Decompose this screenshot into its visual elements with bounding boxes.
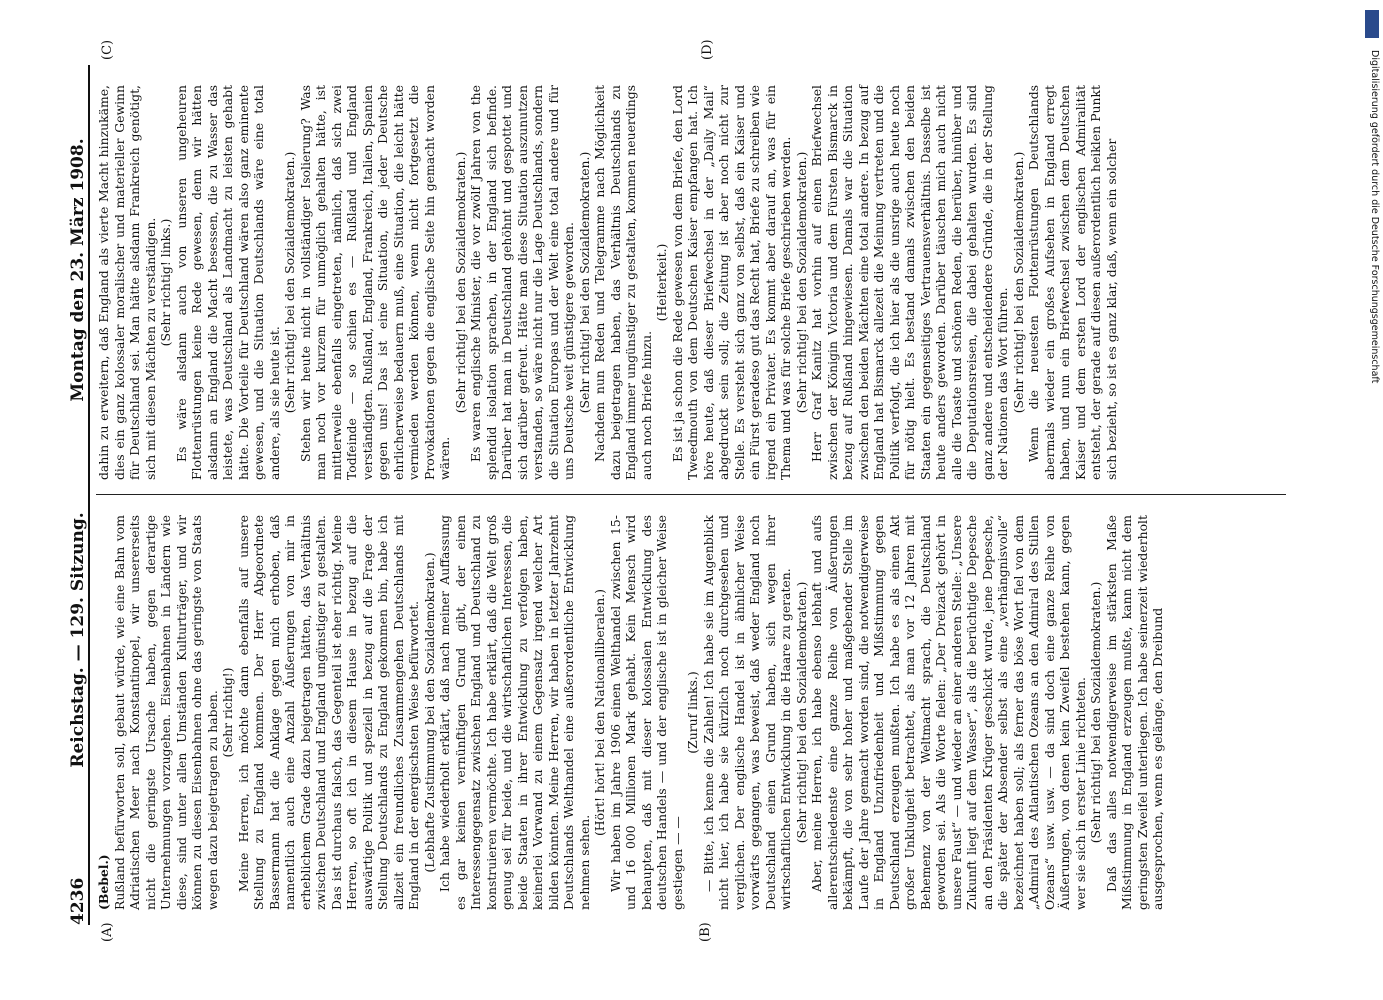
paragraph: Wenn die neuesten Flottenrüstungen Deutschlands abermals wieder ein großes Aufsehen in England erregt haben, und nun ein Briefwechsel zwischen dem Deutschen Kaiser und dem ersten Lord der englischen Admiralität entsteht, der gerade auf diesen außerordentlich heiklen Punkt sich bezieht, so ist es ganz klar, daß, wenn ein solcher	[1026, 85, 1119, 480]
margin-marker-c: (C)	[100, 39, 115, 60]
interjection: (Sehr richtig! bei den Sozialdemokraten.)	[282, 151, 297, 414]
paragraph: dahin zu erweitern, daß England als vierte Macht hinzukäme, dies ein ganz kolossaler moralischer und materieller Gewinn für Deutschland sei. Man hätte alsdann Frankreich genötigt, sich mit diesen Mächten zu verständigen.	[96, 85, 158, 480]
credit-text: Digitalisierung gefördert durch die Deutsche Forschungsgemeinschaft	[1369, 50, 1380, 384]
interjection: (Zuruf links.)	[685, 671, 700, 754]
paragraph: Es waren englische Minister, die vor zwölf Jahren von the splendid isolation sprachen, in der England sich befinde. Darüber hat man in Deutschland gehöhnt und gespottet und sich darüber gefreut. Hätte man diese Situation auszunutzen verstanden, so wäre nicht nur die Lage Deutschlands, sondern die Situation Europas und der Welt eine total andere und für uns Deutsche weit günstigere geworden.	[468, 85, 576, 480]
interjection: (Sehr richtig! bei den Sozialdemokraten.)	[576, 151, 592, 414]
interjection: (Heiterkeit.)	[654, 243, 669, 322]
text-column-right	[96, 85, 1119, 480]
text-column-left	[96, 515, 1166, 910]
paragraph: Daß das alles notwendigerweise im stärksten Maße Mißstimmung in England erzeugen mußte, kann nicht dem geringsten Zweifel unterliegen. Ich habe seinerzeit wiederholt ausgesprochen, wenn es gelänge, den Dreibund	[1103, 515, 1165, 910]
interjection: (Hört! hört! bei den Nationalliberalen.)	[592, 588, 607, 837]
paragraph: — Bitte, ich kenne die Zahlen! Ich habe sie im Augenblick nicht hier, ich habe sie kürzlich noch durchgesehen und verglichen. Der englische Handel ist in ähnlicher Weise vorwärts gegangen, was beweist, daß weder England noch Deutschland einen Grund haben, sich wegen ihrer wirtschaftlichen Entwicklung in die Haare zu geraten.	[700, 515, 793, 910]
paragraph: Aber, meine Herren, ich habe ebenso lebhaft und aufs allerentschiedenste eine ganze Reihe von Äußerungen bekämpft, die von sehr hoher und maßgebender Stelle im Laufe der Jahre gemacht worden sind, die notwendigerweise in England Unzufriedenheit und Mißstimmung gegen Deutschland erzeugen mußten. Ich habe es als einen Akt großer Unklugheit betrachtet, als man vor 12 Jahren mit Behemenz von der Weltmacht sprach, die Deutschland geworden sei. Als die Worte fielen: „Der Dreizack gehört in unsere Faust“ — und wieder an einer anderen Stelle: „Unsere Zukunft liegt auf dem Wasser“, als die berüchtigte Depesche an den Präsidenten Krüger geschickt wurde, jene Depesche, die später der Absender selbst als eine „verhängnisvolle“ bezeichnet haben soll; als ferner das böse Wort fiel von dem „Admiral des Atlantischen Ozeans an den Admiral des Stillen Ozeans“ usw. usw. — da sind doch eine ganze Reihe von Äußerungen, von denen kein Zweifel bestehen kann, gegen wer sie sich in erster Linie richteten.	[809, 515, 1088, 910]
speaker-tag: (Bebel.)	[96, 854, 111, 910]
column-divider	[96, 494, 1286, 495]
interjection: (Sehr richtig! bei den Sozialdemokraten.)	[793, 151, 809, 414]
margin-marker-d: (D)	[700, 39, 715, 60]
interjection: (Sehr richtig! bei den Sozialdemokraten.)	[452, 151, 468, 414]
interjection: (Sehr richtig!)	[220, 667, 235, 758]
interjection: (Sehr richtig! bei den Sozialdemokraten.)	[1088, 581, 1103, 844]
margin-marker-a: (A)	[100, 922, 115, 942]
paragraph: Rußland befürworten soll, gebaut würde, wie eine Bahn vom Adriatischen Meer nach Konstantinopel, wir unsererseits nicht die geringste Ursache haben, gegen derartige Unternehmungen vorzugehen. Eisenbahnen in Ländern wie diese, sind unter allen Umständen Kulturträger, und wir können zu diesen Eisenbahnen ohne das geringste von Staats wegen dazu beigetragen zu haben.	[111, 515, 220, 910]
paragraph: Es ist ja schon die Rede gewesen von dem Briefe, den Lord Tweedmouth von dem Deutschen Kaiser empfangen hat. Ich höre heute, daß dieser Briefwechsel in der „Daily Mail“ abgedruckt sein soll; die Zeitung ist aber noch nicht zur Stelle. Es versteht sich ganz von selbst, daß ein Kaiser und ein Fürst geradeso gut das Recht hat, Briefe zu schreiben wie irgend ein Privater. Es kommt aber darauf an, was für ein Thema und was für solche Briefe geschrieben werden.	[669, 85, 793, 480]
paragraph: Herr Graf Kanitz hat vorhin auf einen Briefwechsel zwischen der Königin Victoria und dem Fürsten Bismarck in bezug auf Rußland hingewiesen. Damals war die Situation zwischen den beiden Mächten eine total andere. In bezug auf England hat Bismarck allezeit die Meinung vertreten und die Politik verfolgt, die ich hier als die unsrige auch heute noch für nötig hielt. Es bestand damals zwischen den beiden Staaten ein gegenseitiges Vertrauensverhältnis. Dasselbe ist heute anders geworden. Darüber täuschen mich auch nicht alle die Toaste und schönen Reden, die herüber, hinüber und die Deputationsreisen, die dabei gehalten wurden. Es sind ganz andere und entscheidendere Gründe, die in der Stellung der Nationen das Wort führen.	[809, 85, 1010, 480]
paragraph: Stehen wir heute nicht in vollständiger Isolierung? Was man noch vor kurzem für unmöglich gehalten hätte, ist mittlerweile ebenfalls eingetreten, nämlich, daß sich zwei Todfeinde — so schien es — Rußland und England verständigten. Rußland, England, Frankreich, Italien, Spanien gegen uns! Das ist eine Situation, die jeder Deutsche ehrlicherweise bedauern muß, eine Situation, die leicht hätte vermieden werden können, wenn nicht fortgesetzt die Provokationen gegen die englische Seite hin gemacht worden wären.	[297, 85, 452, 480]
page-header	[60, 65, 90, 925]
margin-marker-b: (B)	[698, 922, 713, 942]
digitization-credit	[1362, 10, 1383, 990]
paragraph: Meine Herren, ich möchte dann ebenfalls auf unsere Stellung zu England kommen. Der Herr Abgeordnete Bassermann hat die Anklage gegen mich erhoben, daß namentlich auch eine Anzahl Äußerungen von mir in erheblichem Grade dazu beigetragen hätten, das Verhältnis zwischen Deutschland und England ungünstiger zu gestalten. Das ist durchaus falsch, das Gegenteil ist eher richtig. Meine Herren, so oft ich in diesem Hause in bezug auf die auswärtige Politik und speziell in bezug auf die Frage der Stellung Deutschlands zu England gekommen bin, habe ich allzeit ein freundliches Zusammengehen Deutschlands mit England in der energischsten Weise befürwortet.	[235, 515, 421, 910]
paragraph: Ich habe wiederholt erklärt, daß nach meiner Auffassung es gar keinen vernünftigen Grund gibt, der einen Interessengegensatz zwischen England und Deutschland zu konstruieren vermöchte. Ich habe erklärt, daß die Welt groß genug sei für beide, und die wirtschaftlichen Interessen, die beide Staaten in ihrer Entwicklung zu verfolgen haben, keinerlei Vorwand zu einem Gegensatz irgend welcher Art bilden könnten. Meine Herren, wir haben in letzter Jahrzehnt Deutschlands Welthandel eine außerordentliche Entwicklung nehmen sehen.	[437, 515, 592, 910]
interjection: (Sehr richtig! bei den Sozialdemokraten.)	[793, 581, 809, 844]
interjection: (Lebhafte Zustimmung bei den Sozialdemokraten.)	[421, 552, 437, 873]
dfg-logo	[1365, 10, 1379, 38]
header-left-title: Reichstag. — 129. Sitzung.	[68, 512, 88, 768]
interjection: (Sehr richtig! links.)	[158, 218, 173, 347]
header-right-title: Montag den 23. März 1908.	[68, 138, 88, 402]
page-number: 4236	[68, 877, 88, 925]
paragraph: Es wäre alsdann auch von unseren ungeheuren Flottenrüstungen keine Rede gewesen, denn wir hätten alsdann an England die Macht besessen, die zu Wasser das leistete, was Deutschland als Landmacht zu leisten gehabt hätte. Die Vorteile für Deutschland wären also ganz eminente gewesen, und die Situation Deutschlands wäre eine total andere, als sie heute ist.	[173, 85, 282, 480]
interjection: (Sehr richtig! bei den Sozialdemokraten.)	[1010, 151, 1026, 414]
paragraph: Wir haben im Jahre 1906 einen Welthandel zwischen 15- und 16 000 Millionen Mark gehabt. Kein Mensch wird behaupten, daß mit dieser kolossalen Entwicklung des deutschen Handels — und der englische ist in gleicher Weise gestiegen — —	[607, 515, 685, 910]
paragraph: Nachdem nun Reden und Telegramme nach Möglichkeit dazu beigetragen haben, das Verhältnis Deutschlands zu England immer ungünstiger zu gestalten, kommen neuerdings auch noch Briefe hinzu.	[592, 85, 654, 480]
